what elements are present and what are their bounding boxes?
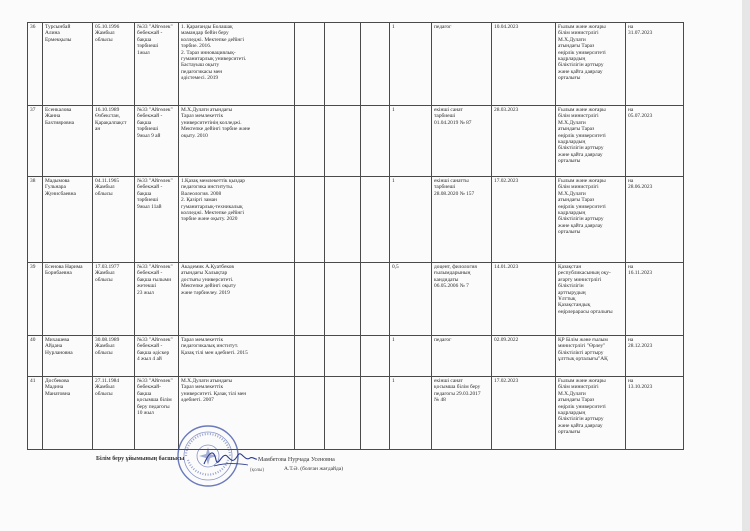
- table-row: [28, 377, 684, 450]
- workplace: №33 "Айгөлек" бөбекжай - бақша тәрбиеші 9жыл 9 ай: [135, 106, 179, 177]
- empty-cell: [295, 106, 325, 177]
- director-name: Мамбетова Нурчада Усеновна: [258, 457, 335, 463]
- row-number: 40: [28, 336, 43, 377]
- row-number: 36: [28, 23, 43, 106]
- director-name-caption: А.Т.Ә. (болған жағдайда): [284, 466, 344, 472]
- workload-rate: 1: [390, 377, 432, 450]
- row-number: 41: [28, 377, 43, 450]
- course-organization: Ғылым және жоғары білім министрлігі М.Х.Дулати атындағы Тараз өңірлік университеті кадрлардың біліктілігін арттыру және қайта даярлау орталығы: [556, 177, 626, 263]
- empty-cell: [361, 377, 390, 450]
- course-organization: Ғылым және жоғары білім министрлігі М.Х.Дулати атындағы Тараз өңірлік университеті кадрлардың біліктілігін арттыру және қайта даярлау орталығы: [556, 106, 626, 177]
- course-date: 17.02.2023: [492, 377, 556, 450]
- birth-info: 17.03.1977 Жамбыл облысы: [93, 263, 135, 336]
- empty-cell: [361, 263, 390, 336]
- full-name: Есенова Нарима Борибаевна: [43, 263, 93, 336]
- full-name: Досбекова Мадина Манатовна: [43, 377, 93, 450]
- workload-rate: 1: [390, 23, 432, 106]
- organization-head-label: Білім беру ұйымының басшысы: [96, 456, 185, 462]
- full-name: Михашева Айдана Нурлановна: [43, 336, 93, 377]
- workplace: №33 "Айгөлек" бөбекжай - бақша әдіскер 4 жыл 4 ай: [135, 336, 179, 377]
- course-date: 28.03.2023: [492, 106, 556, 177]
- row-number: 39: [28, 263, 43, 336]
- workplace: №33 "Айгөлек" бөбекжай - бақша ғылыми жетекші 23 жыл: [135, 263, 179, 336]
- empty-cell: [295, 336, 325, 377]
- staff-table: [27, 22, 684, 450]
- next-attestation: на 13.10.2023: [626, 377, 684, 450]
- workload-rate: 1: [390, 336, 432, 377]
- table-row: [28, 336, 684, 377]
- next-attestation: на 28.06.2023: [626, 177, 684, 263]
- course-organization: Қазақстан республикасының оқу- ағарту министрлігі біліктілігін арттырудың Ұлттық Қазақстандық өңірлерарасы орталығы: [556, 263, 626, 336]
- qualification-category: екінші санатты тарбиеші 28.08.2020 № 157: [432, 177, 492, 263]
- workload-rate: 1: [390, 177, 432, 263]
- education: М.Х.Дулати атындағы Тараз мемлекеттік университеті. Қазақ тілі мен әдебиеті. 2007: [179, 377, 295, 450]
- qualification-category: педагог: [432, 336, 492, 377]
- full-name: Мадымова Гульнара Жунисбаевна: [43, 177, 93, 263]
- education: Тараз мемлекеттік педагогикалық институт. Қазақ тілі мен әдебиеті. 2015: [179, 336, 295, 377]
- table-row: [28, 263, 684, 336]
- empty-cell: [361, 336, 390, 377]
- empty-cell: [325, 336, 361, 377]
- birth-info: 27.11.1984 Жамбыл облысы: [93, 377, 135, 450]
- full-name: Есенкалова Жанна Бахтияровна: [43, 106, 93, 177]
- empty-cell: [361, 106, 390, 177]
- next-attestation: на 16.11.2023: [626, 263, 684, 336]
- qualification-category: екінші санат тарбиеші 01.04.2019 № 87: [432, 106, 492, 177]
- signature-caption: (қолы): [250, 468, 265, 473]
- workload-rate: 0,5: [390, 263, 432, 336]
- course-date: 14.01.2023: [492, 263, 556, 336]
- empty-cell: [325, 377, 361, 450]
- row-number: 38: [28, 177, 43, 263]
- empty-cell: [325, 263, 361, 336]
- education: М.Х.Дулати атындағы Тараз мемлекеттік университетінің колледжі. Мектепке дейінгі тәрбие және оқыту. 2010: [179, 106, 295, 177]
- course-date: 10.04.2023: [492, 23, 556, 106]
- course-date: 02.09.2022: [492, 336, 556, 377]
- page-edge: [742, 0, 750, 531]
- qualification-category: педагог: [432, 23, 492, 106]
- workload-rate: 1: [390, 106, 432, 177]
- full-name: Турсынбай Алина Ермекқызы: [43, 23, 93, 106]
- empty-cell: [325, 106, 361, 177]
- empty-cell: [295, 263, 325, 336]
- empty-cell: [361, 177, 390, 263]
- birth-info: 05.10.1996 Жамбыл облысы: [93, 23, 135, 106]
- workplace: №33 "Айгөлек" бөбекжай - бақша тәрбиеші 1жыл: [135, 23, 179, 106]
- qualification-category: доцент, филология ғылымдарының кандидаты 06.05.2006 № 7: [432, 263, 492, 336]
- course-organization: Ғылым және жоғары білім министрлігі М.Х.Дулати атындағы Тараз өңірлік университеті кадрлардың біліктілігін арттыру және қайта даярлау орталығы: [556, 23, 626, 106]
- next-attestation: на 31.07.2023: [626, 23, 684, 106]
- education: 1.Қазақ мемлекеттік қыздар педагогика институты. Валеология. 2008 2. Қазіргі заман гуманитарлық-техникалық колледжі. Мектепке дейінгі тәрбие және оқыту. 2020: [179, 177, 295, 263]
- next-attestation: на 05.07.2023: [626, 106, 684, 177]
- course-organization: Ғылым және жоғары білім министрлігі М.Х.Дулати атындағы Тараз өңірлік университеті кадрлардың біліктілігін арттыру және қайта даярлау орталығы: [556, 377, 626, 450]
- qualification-category: екінші санат қосымша білім беру педагогы 29.03.2017 № 48: [432, 377, 492, 450]
- birth-info: 16.10.1989 Өзбекстан, Қарақалпақст ан: [93, 106, 135, 177]
- table-row: [28, 106, 684, 177]
- workplace: №33 "Айгөлек" бөбекжай - бақша тәрбиеші 9жыл 11ай: [135, 177, 179, 263]
- education: Академик А.Қуатбеков атындағы Халықтар достығы университеті. Мектепке дейінгі оқыту және тәрбиелеу. 2019: [179, 263, 295, 336]
- table-row: [28, 23, 684, 106]
- next-attestation: на 28.12.2023: [626, 336, 684, 377]
- course-organization: ҚР Білім және ғылым министрлігі "Өрлеу" біліктілікті арттыру ұлттық орталығы"АҚ: [556, 336, 626, 377]
- course-date: 17.02.2023: [492, 177, 556, 263]
- education: 1. Қарағанды Болашақ мамандар бейін беру колледжі. Мектепке дейінгі тәрбие. 2016. 2. Тараз инновациялық- гуманитарлық университеті. Бастауыш оқыту педагогикасы мен әдістемесі. 2019: [179, 23, 295, 106]
- birth-info: 30.08.1989 Жамбыл облысы: [93, 336, 135, 377]
- empty-cell: [325, 177, 361, 263]
- empty-cell: [295, 177, 325, 263]
- empty-cell: [361, 23, 390, 106]
- birth-info: 04.11.1965 Жамбыл облысы: [93, 177, 135, 263]
- empty-cell: [295, 23, 325, 106]
- row-number: 37: [28, 106, 43, 177]
- table-row: [28, 177, 684, 263]
- empty-cell: [295, 377, 325, 450]
- empty-cell: [325, 23, 361, 106]
- workplace: №33 "Айгөлек" бөбекжай- бақша қосымша білім беру педагогы 10 жыл: [135, 377, 179, 450]
